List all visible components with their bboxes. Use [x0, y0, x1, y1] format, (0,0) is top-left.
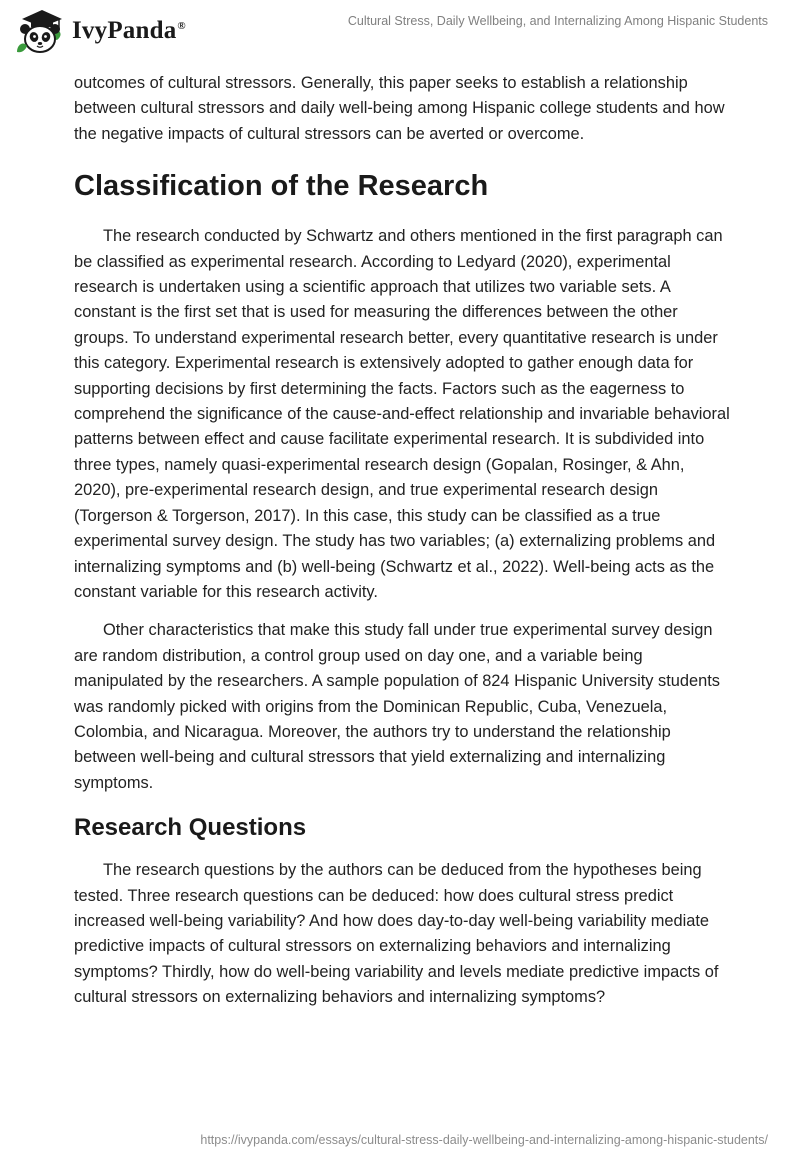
intro-paragraph-continued: outcomes of cultural stressors. Generally, this paper seeks to establish a relationship between cultural stressors and daily well-being among Hispanic college students and how the negative impacts of cultural stressors can be averted or overcome.	[74, 74, 725, 143]
source-url[interactable]: https://ivypanda.com/essays/cultural-stress-daily-wellbeing-and-internalizing-among-hispanic-students/	[200, 1133, 768, 1147]
registered-mark: ®	[177, 19, 186, 32]
essay-content	[74, 71, 730, 1011]
panda-graduate-icon	[14, 6, 70, 56]
classification-paragraph-2: Other characteristics that make this study fall under true experimental survey design are random distribution, a control group used on day one, and a variable being manipulated by the researchers. A sample population of 824 Hispanic University students was randomly picked with origins from the Dominican Republic, Cuba, Venezuela, Colombia, and Nicaragua. Moreover, the authors try to understand the relationship between well-being and cultural stressors that yield externalizing and internalizing symptoms.	[74, 621, 720, 792]
section-heading-classification: Classification of the Research	[74, 170, 489, 203]
document-title: Cultural Stress, Daily Wellbeing, and Internalizing Among Hispanic Students	[347, 14, 768, 28]
brand-name: IvyPanda®	[72, 17, 186, 44]
ivypanda-logo[interactable]	[14, 6, 186, 56]
page-header	[0, 0, 800, 60]
research-questions-paragraph: The research questions by the authors can be deduced from the hypotheses being tested. Three research questions can be deduced: how does cultural stress predict increased well-being variability? And how does day-to-day well-being variability mediate predictive impacts of cultural stressors on externalizing behaviors and internalizing symptoms? Thirdly, how do well-being variability and levels mediate predictive impacts of cultural stressors on externalizing behaviors and internalizing symptoms?	[74, 861, 719, 1007]
section-heading-research-questions: Research Questions	[74, 814, 307, 842]
classification-paragraph-1: The research conducted by Schwartz and others mentioned in the first paragraph can be classified as experimental research. According to Ledyard (2020), experimental research is undertaken using a scientific approach that utilizes two variable sets. A constant is the first set that is used for measuring the differences between the other groups. To understand experimental research better, every quantitative research is under this category. Experimental research is extensively adopted to gather enough data for supporting decisions by first determining the facts. Factors such as the eagerness to comprehend the significance of the cause-and-effect relationship and invariable behavioral patterns between effect and cause facilitate experimental research. It is subdivided into three types, namely quasi-experimental research design (Gopalan, Rosinger, & Ahn, 2020), pre-experimental research design, and true experimental research design (Torgerson & Torgerson, 2017). In this case, this study can be classified as a true experimental survey design. The study has two variables; (a) externalizing problems and internalizing symptoms and (b) well-being (Schwartz et al., 2022). Well-being acts as the constant variable for this research activity.	[74, 227, 730, 601]
